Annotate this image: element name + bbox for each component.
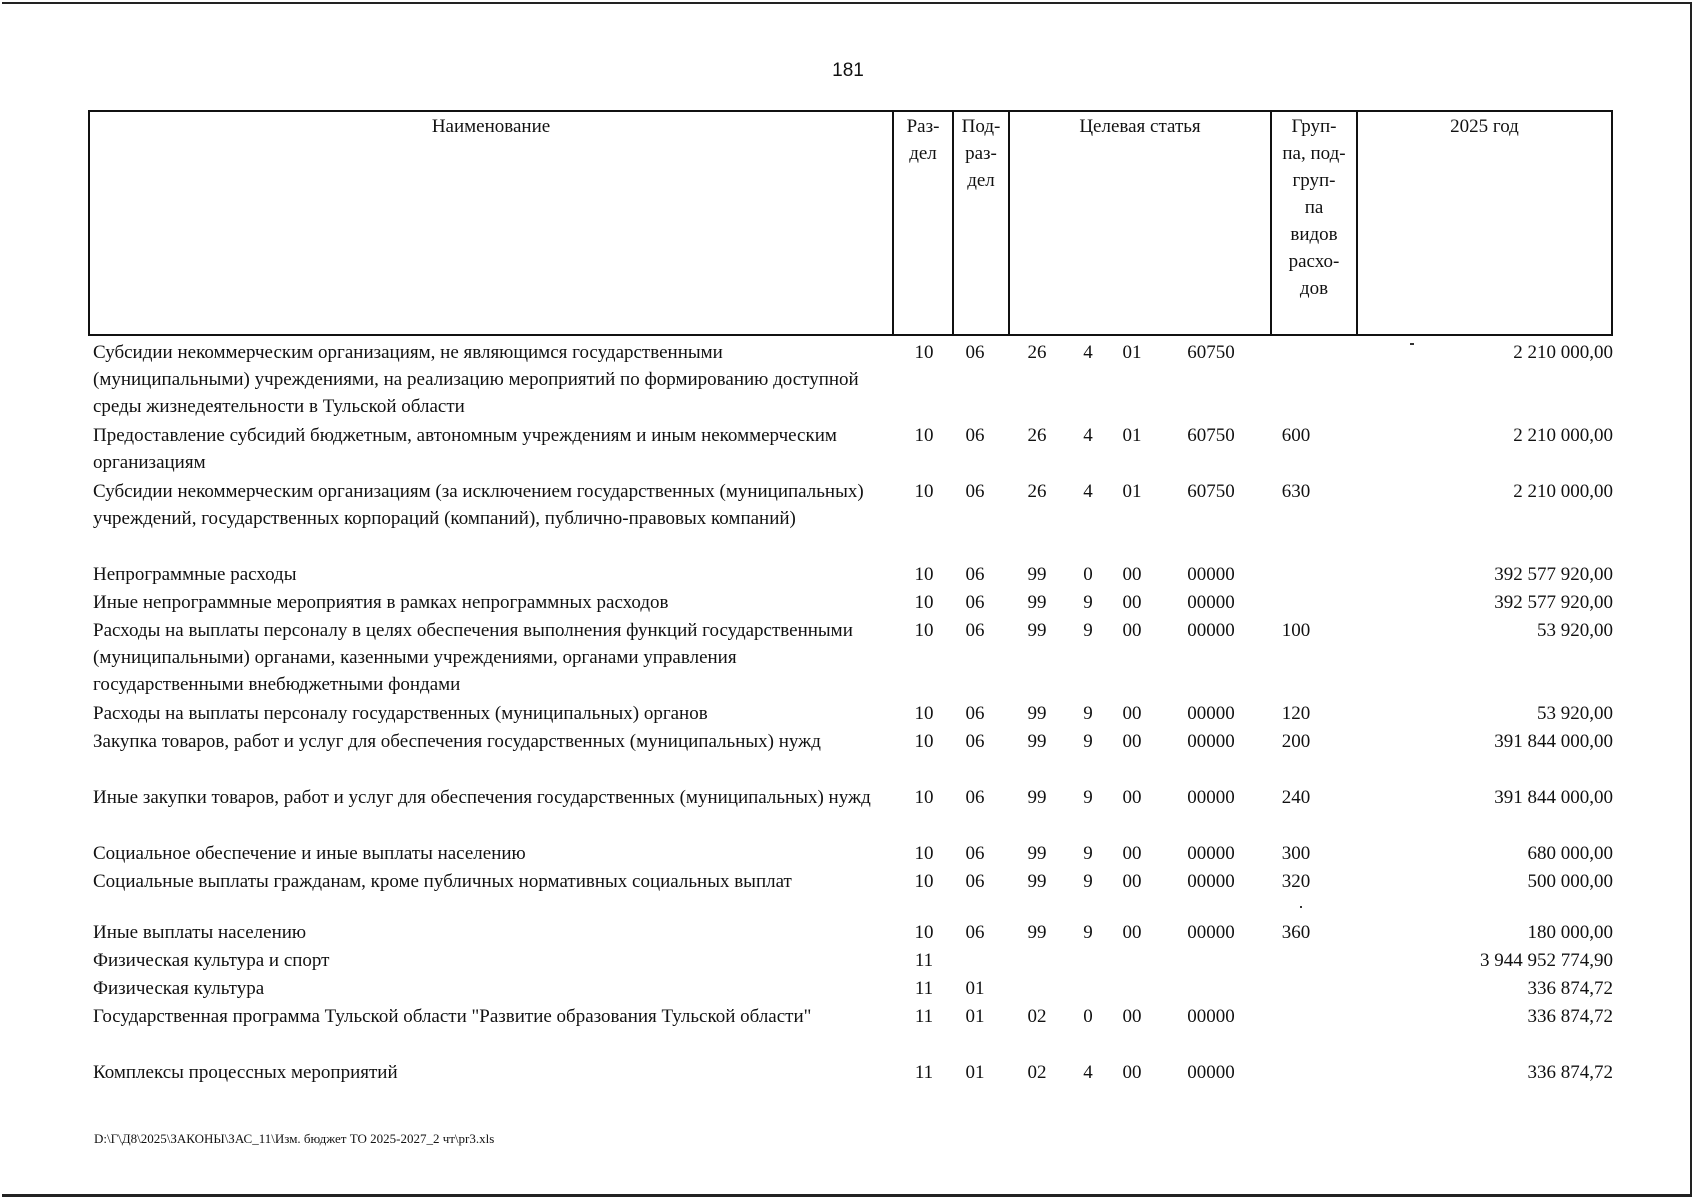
table-row — [88, 476, 1613, 559]
row-amount-2025: 180 000,00 — [1527, 922, 1613, 943]
row-podrazdel: 06 — [965, 843, 985, 864]
row-razdel: 10 — [914, 620, 934, 641]
row-name: Социальное обеспечение и иные выплаты населению — [93, 843, 526, 864]
table-row — [88, 559, 1613, 587]
row-target-direction: 60750 — [1187, 425, 1235, 446]
row-podrazdel: 06 — [965, 425, 985, 446]
row-target-subprogram: 9 — [1083, 592, 1093, 613]
row-target-main-event: 00 — [1122, 787, 1142, 808]
table-row — [88, 973, 1613, 1001]
row-target-subprogram: 9 — [1083, 871, 1093, 892]
row-target-program: 99 — [1027, 731, 1047, 752]
row-target-main-event: 00 — [1122, 871, 1142, 892]
row-podrazdel: 01 — [965, 978, 985, 999]
row-target-program: 99 — [1027, 871, 1047, 892]
row-name: Комплексы процессных мероприятий — [93, 1062, 398, 1083]
header-expense-group-text: Груп- па, под- груп- па видов расхо- дов — [1282, 116, 1346, 299]
row-target-subprogram: 9 — [1083, 703, 1093, 724]
table-row — [88, 1001, 1613, 1057]
row-target-program: 99 — [1027, 787, 1047, 808]
row-target-program: 99 — [1027, 592, 1047, 613]
row-podrazdel: 06 — [965, 342, 985, 363]
row-razdel: 10 — [914, 564, 934, 585]
row-target-program: 26 — [1027, 342, 1047, 363]
row-amount-2025: 391 844 000,00 — [1494, 787, 1613, 808]
row-podrazdel: 01 — [965, 1062, 985, 1083]
row-name: Физическая культура — [93, 978, 265, 999]
row-target-main-event: 00 — [1122, 620, 1142, 641]
header-name: Наименование — [89, 111, 893, 335]
row-target-main-event: 00 — [1122, 1062, 1142, 1083]
row-target-main-event: 00 — [1122, 592, 1142, 613]
row-name: Закупка товаров, работ и услуг для обеспечения государственных (муниципальных) нужд — [93, 731, 821, 752]
scan-speck — [1300, 906, 1302, 908]
row-target-main-event: 00 — [1122, 564, 1142, 585]
row-expense-group: 240 — [1281, 787, 1311, 808]
table-row — [88, 838, 1613, 866]
row-name: Государственная программа Тульской области "Развитие образования Тульской области" — [93, 1006, 812, 1027]
row-amount-2025: 392 577 920,00 — [1494, 564, 1613, 585]
table-row — [88, 917, 1613, 945]
row-target-subprogram: 9 — [1083, 843, 1093, 864]
table-body — [88, 337, 1613, 1085]
row-razdel: 10 — [914, 871, 934, 892]
row-amount-2025: 500 000,00 — [1527, 871, 1613, 892]
row-expense-group: 100 — [1281, 620, 1311, 641]
row-target-direction: 00000 — [1187, 1006, 1235, 1027]
row-razdel: 10 — [914, 592, 934, 613]
row-name: Социальные выплаты гражданам, кроме публичных нормативных социальных выплат — [93, 871, 792, 892]
row-target-subprogram: 9 — [1083, 620, 1093, 641]
row-podrazdel: 06 — [965, 871, 985, 892]
row-target-direction: 00000 — [1187, 731, 1235, 752]
row-target-subprogram: 0 — [1083, 1006, 1093, 1027]
row-razdel: 11 — [914, 978, 934, 999]
row-target-main-event: 00 — [1122, 703, 1142, 724]
row-name: Иные выплаты населению — [93, 922, 307, 943]
row-razdel: 10 — [914, 731, 934, 752]
row-target-direction: 00000 — [1187, 843, 1235, 864]
row-razdel: 11 — [914, 1062, 934, 1083]
row-amount-2025: 53 920,00 — [1537, 703, 1613, 724]
table-row — [88, 587, 1613, 615]
row-amount-2025: 336 874,72 — [1527, 1062, 1613, 1083]
file-path-footer: D:\Г\Д8\2025\ЗАКОНЫ\ЗАС_11\Изм. бюджет ТО 2025-2027_2 чт\pr3.xls — [94, 1131, 495, 1146]
row-target-direction: 00000 — [1187, 871, 1235, 892]
row-target-program: 26 — [1027, 425, 1047, 446]
row-expense-group: 120 — [1281, 703, 1311, 724]
table-row — [88, 420, 1613, 476]
row-target-subprogram: 4 — [1083, 342, 1093, 363]
row-target-direction: 00000 — [1187, 564, 1235, 585]
row-target-direction: 00000 — [1187, 922, 1235, 943]
row-target-subprogram: 4 — [1083, 1062, 1093, 1083]
row-name: Расходы на выплаты персоналу в целях обеспечения выполнения функций государственными (муниципальными) органами, казенными учреждениями, органами управления государственными внебюджетными фондами — [93, 620, 853, 695]
row-expense-group: 600 — [1281, 425, 1311, 446]
row-target-direction: 00000 — [1187, 592, 1235, 613]
row-target-direction: 60750 — [1187, 342, 1235, 363]
row-amount-2025: 3 944 952 774,90 — [1480, 950, 1613, 971]
row-podrazdel: 06 — [965, 787, 985, 808]
row-name: Субсидии некоммерческим организациям (за исключением государственных (муниципальных) учреждений, государственных корпораций (компаний), публично-правовых компаний) — [93, 481, 864, 529]
row-amount-2025: 53 920,00 — [1537, 620, 1613, 641]
row-razdel: 10 — [914, 787, 934, 808]
row-podrazdel: 06 — [965, 922, 985, 943]
row-name: Иные закупки товаров, работ и услуг для обеспечения государственных (муниципальных) нужд — [93, 787, 871, 808]
row-amount-2025: 2 210 000,00 — [1513, 425, 1613, 446]
row-amount-2025: 392 577 920,00 — [1494, 592, 1613, 613]
row-target-subprogram: 9 — [1083, 731, 1093, 752]
row-target-main-event: 00 — [1122, 922, 1142, 943]
table-row — [88, 726, 1613, 782]
row-expense-group: 320 — [1281, 871, 1311, 892]
row-podrazdel: 06 — [965, 703, 985, 724]
row-target-subprogram: 9 — [1083, 922, 1093, 943]
row-razdel: 10 — [914, 481, 934, 502]
row-podrazdel: 06 — [965, 481, 985, 502]
row-target-direction: 00000 — [1187, 787, 1235, 808]
row-target-direction: 60750 — [1187, 481, 1235, 502]
table-header — [88, 110, 1613, 336]
row-razdel: 10 — [914, 703, 934, 724]
row-razdel: 10 — [914, 342, 934, 363]
row-target-main-event: 00 — [1122, 1006, 1142, 1027]
table-row — [88, 945, 1613, 973]
row-target-program: 26 — [1027, 481, 1047, 502]
row-target-direction: 00000 — [1187, 620, 1235, 641]
row-expense-group: 200 — [1281, 731, 1311, 752]
table-row — [88, 698, 1613, 726]
row-amount-2025: 2 210 000,00 — [1513, 481, 1613, 502]
row-podrazdel: 01 — [965, 1006, 985, 1027]
row-expense-group: 630 — [1281, 481, 1311, 502]
row-target-main-event: 01 — [1122, 481, 1142, 502]
table-row — [88, 615, 1613, 698]
scan-speck — [1410, 343, 1414, 345]
row-amount-2025: 336 874,72 — [1527, 1006, 1613, 1027]
table-row — [88, 866, 1613, 917]
row-razdel: 10 — [914, 922, 934, 943]
row-podrazdel: 06 — [965, 620, 985, 641]
row-podrazdel: 06 — [965, 731, 985, 752]
row-podrazdel: 06 — [965, 592, 985, 613]
row-razdel: 11 — [914, 950, 934, 971]
table-row — [88, 1057, 1613, 1085]
row-target-program: 02 — [1027, 1062, 1047, 1083]
row-amount-2025: 391 844 000,00 — [1494, 731, 1613, 752]
row-razdel: 11 — [914, 1006, 934, 1027]
row-name: Субсидии некоммерческим организациям, не являющимся государственными (муниципальными) учреждениями, на реализацию мероприятий по формированию доступной среды жизнедеятельности в Тульской области — [93, 342, 859, 417]
row-target-program: 99 — [1027, 564, 1047, 585]
row-target-program: 02 — [1027, 1006, 1047, 1027]
row-amount-2025: 2 210 000,00 — [1513, 342, 1613, 363]
row-amount-2025: 336 874,72 — [1527, 978, 1613, 999]
row-razdel: 10 — [914, 843, 934, 864]
header-razdel-text: Раз- дел — [906, 116, 940, 164]
row-target-program: 99 — [1027, 922, 1047, 943]
row-target-subprogram: 4 — [1083, 425, 1093, 446]
row-name: Иные непрограммные мероприятия в рамках непрограммных расходов — [93, 592, 669, 613]
row-podrazdel: 06 — [965, 564, 985, 585]
row-target-main-event: 01 — [1122, 342, 1142, 363]
row-target-main-event: 00 — [1122, 843, 1142, 864]
row-target-direction: 00000 — [1187, 703, 1235, 724]
row-amount-2025: 680 000,00 — [1527, 843, 1613, 864]
row-target-program: 99 — [1027, 703, 1047, 724]
row-target-direction: 00000 — [1187, 1062, 1235, 1083]
header-podrazdel-text: Под- раз- дел — [961, 116, 1001, 191]
table-row — [88, 782, 1613, 838]
row-name: Предоставление субсидий бюджетным, автономным учреждениям и иным некоммерческим организациям — [93, 425, 837, 473]
row-target-program: 99 — [1027, 843, 1047, 864]
row-target-subprogram: 9 — [1083, 787, 1093, 808]
page-number: 181 — [832, 60, 864, 81]
row-target-subprogram: 4 — [1083, 481, 1093, 502]
header-target-article: Целевая статья — [1009, 111, 1271, 335]
header-razdel — [893, 111, 953, 335]
header-expense-group — [1271, 111, 1357, 335]
row-expense-group: 300 — [1281, 843, 1311, 864]
row-name: Физическая культура и спорт — [93, 950, 330, 971]
row-target-program: 99 — [1027, 620, 1047, 641]
row-target-subprogram: 0 — [1083, 564, 1093, 585]
row-target-main-event: 01 — [1122, 425, 1142, 446]
table-row — [88, 337, 1613, 420]
row-razdel: 10 — [914, 425, 934, 446]
row-target-main-event: 00 — [1122, 731, 1142, 752]
header-year: 2025 год — [1357, 111, 1612, 335]
row-name: Расходы на выплаты персоналу государственных (муниципальных) органов — [93, 703, 708, 724]
row-expense-group: 360 — [1281, 922, 1311, 943]
header-podrazdel — [953, 111, 1009, 335]
row-name: Непрограммные расходы — [93, 564, 297, 585]
